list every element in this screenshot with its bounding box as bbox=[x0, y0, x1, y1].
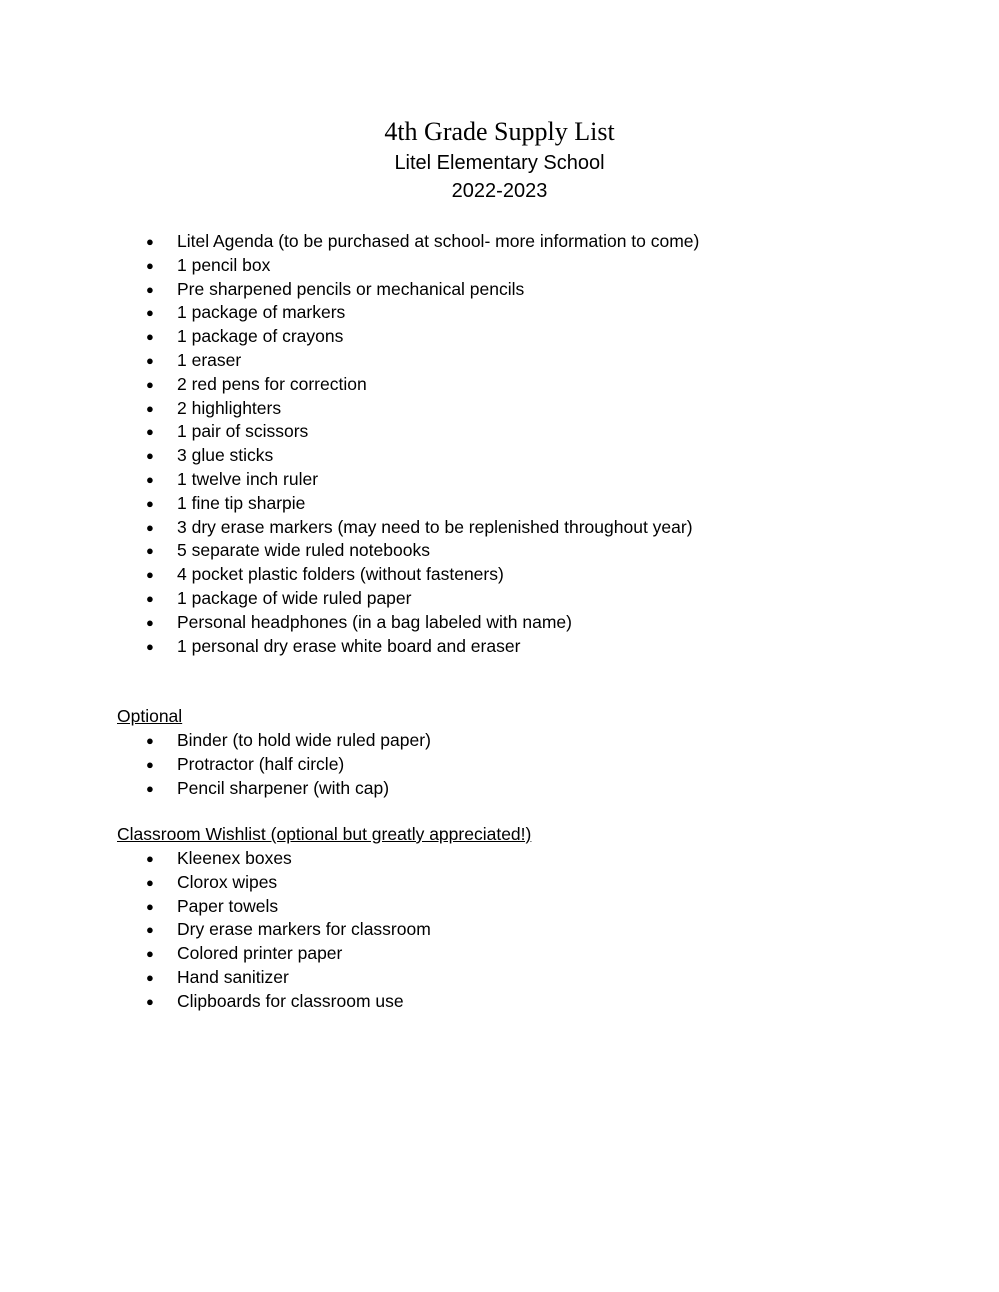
list-item bbox=[0, 325, 699, 349]
item-text: 3 glue sticks bbox=[177, 445, 274, 466]
list-item bbox=[0, 420, 699, 444]
item-text: 1 pair of scissors bbox=[177, 421, 309, 442]
bullet-icon: ● bbox=[146, 281, 154, 297]
bullet-icon: ● bbox=[146, 305, 154, 321]
list-item bbox=[0, 966, 431, 990]
item-text: 2 red pens for correction bbox=[177, 373, 367, 394]
list-item bbox=[0, 444, 699, 468]
wishlist-list bbox=[0, 847, 431, 1014]
bullet-icon: ● bbox=[146, 638, 154, 654]
bullet-icon: ● bbox=[146, 756, 154, 772]
supply-list bbox=[0, 230, 699, 658]
bullet-icon: ● bbox=[146, 969, 154, 985]
list-item bbox=[0, 871, 431, 895]
bullet-icon: ● bbox=[146, 780, 154, 796]
item-text: 1 eraser bbox=[177, 349, 242, 370]
item-text: 1 pencil box bbox=[177, 254, 271, 275]
item-text: 5 separate wide ruled notebooks bbox=[177, 540, 430, 561]
list-item bbox=[0, 990, 431, 1014]
list-item bbox=[0, 587, 699, 611]
item-text: Paper towels bbox=[177, 895, 279, 916]
item-text: 2 highlighters bbox=[177, 397, 282, 418]
bullet-icon: ● bbox=[146, 376, 154, 392]
bullet-icon: ● bbox=[146, 329, 154, 345]
bullet-icon: ● bbox=[146, 495, 154, 511]
bullet-icon: ● bbox=[146, 567, 154, 583]
bullet-icon: ● bbox=[146, 352, 154, 368]
item-text: Binder (to hold wide ruled paper) bbox=[177, 730, 431, 750]
bullet-icon: ● bbox=[146, 733, 154, 748]
item-text: Hand sanitizer bbox=[177, 966, 289, 987]
item-text: 1 twelve inch ruler bbox=[177, 468, 319, 489]
list-item bbox=[0, 918, 431, 942]
list-item bbox=[0, 753, 431, 777]
bullet-icon: ● bbox=[146, 898, 154, 914]
item-text: Clipboards for classroom use bbox=[177, 990, 404, 1011]
optional-heading: Optional bbox=[117, 706, 183, 726]
item-text: 1 fine tip sharpie bbox=[177, 492, 306, 513]
item-text: Clorox wipes bbox=[177, 871, 278, 892]
list-item bbox=[0, 895, 431, 919]
list-item bbox=[0, 397, 699, 421]
list-item bbox=[0, 373, 699, 397]
list-item bbox=[0, 254, 699, 278]
school-name: Litel Elementary School bbox=[394, 152, 605, 174]
item-text: 1 personal dry erase white board and eraser bbox=[177, 635, 521, 656]
document-header bbox=[0, 115, 999, 205]
list-item bbox=[0, 847, 431, 871]
item-text: 4 pocket plastic folders (without fasteners) bbox=[177, 564, 504, 585]
item-text: Litel Agenda (to be purchased at school- more information to come) bbox=[177, 231, 700, 251]
optional-list bbox=[0, 729, 431, 800]
bullet-icon: ● bbox=[146, 993, 154, 1009]
list-item bbox=[0, 278, 699, 302]
bullet-icon: ● bbox=[146, 424, 154, 440]
bullet-icon: ● bbox=[146, 590, 154, 606]
bullet-icon: ● bbox=[146, 519, 154, 535]
item-text: 3 dry erase markers (may need to be replenished throughout year) bbox=[177, 516, 693, 537]
list-item bbox=[0, 516, 699, 540]
item-text: Pre sharpened pencils or mechanical pencils bbox=[177, 278, 525, 299]
bullet-icon: ● bbox=[146, 448, 154, 464]
bullet-icon: ● bbox=[146, 922, 154, 938]
item-text: 1 package of crayons bbox=[177, 326, 344, 347]
item-text: 1 package of markers bbox=[177, 302, 346, 323]
list-item bbox=[0, 942, 431, 966]
list-item bbox=[0, 492, 699, 516]
bullet-icon: ● bbox=[146, 471, 154, 487]
list-item bbox=[0, 563, 699, 587]
bullet-icon: ● bbox=[146, 400, 154, 416]
list-item bbox=[0, 230, 699, 254]
page-title: 4th Grade Supply List bbox=[384, 117, 615, 146]
list-item bbox=[0, 611, 699, 635]
list-item bbox=[0, 349, 699, 373]
item-text: Protractor (half circle) bbox=[177, 753, 345, 774]
list-item bbox=[0, 635, 699, 659]
item-text: Dry erase markers for classroom bbox=[177, 919, 431, 940]
bullet-icon: ● bbox=[146, 543, 154, 559]
bullet-icon: ● bbox=[146, 257, 154, 273]
item-text: Personal headphones (in a bag labeled with name) bbox=[177, 611, 572, 632]
bullet-icon: ● bbox=[146, 946, 154, 962]
bullet-icon: ● bbox=[146, 851, 154, 866]
list-item bbox=[0, 777, 431, 801]
bullet-icon: ● bbox=[146, 234, 154, 249]
item-text: Kleenex boxes bbox=[177, 848, 292, 868]
item-text: Pencil sharpener (with cap) bbox=[177, 777, 390, 798]
school-year: 2022-2023 bbox=[451, 180, 548, 202]
bullet-icon: ● bbox=[146, 614, 154, 630]
list-item bbox=[0, 301, 699, 325]
item-text: Colored printer paper bbox=[177, 943, 343, 964]
list-item bbox=[0, 729, 431, 753]
bullet-icon: ● bbox=[146, 874, 154, 890]
item-text: 1 package of wide ruled paper bbox=[177, 587, 412, 608]
list-item bbox=[0, 468, 699, 492]
list-item bbox=[0, 539, 699, 563]
wishlist-heading: Classroom Wishlist (optional but greatly appreciated!) bbox=[117, 824, 532, 844]
